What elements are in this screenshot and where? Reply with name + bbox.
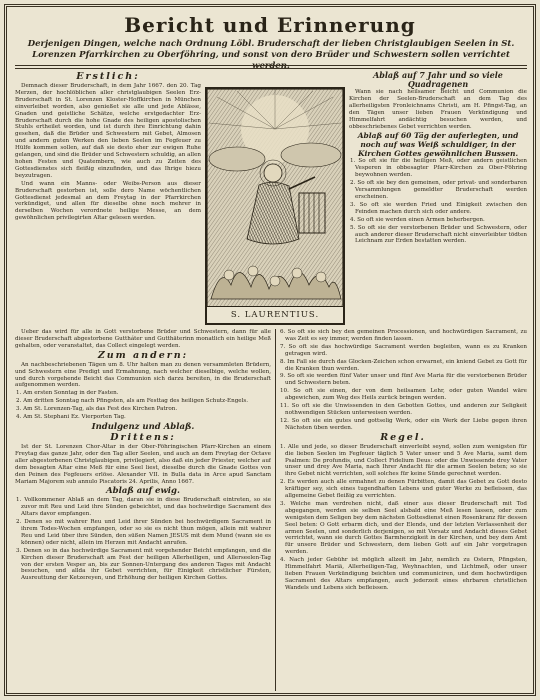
- erstlich-paragraph-2: Und wann ein Manns- oder Weibs-Person aus dieser Bruderschaft gestorben ist, solle dero Name wöchentlichen Gottesdienst jedesmal an dem Freytag in der Pfarrkirchen verkündiget, und allen für dieselbe ohne noch mehrer in derselben Wochen verordnete heilige Messe, an dem gewöhnlichen privilegirten Altar gelesen werden.: [15, 180, 201, 222]
- sixty-days-list: [349, 158, 527, 245]
- erstlich-paragraph: Demnach dieser Bruderschaft, in dem Jahr 1667. den 20. Tag Merzen, der hochlöblichen aller christglaubigen Seelen Erz-Bruderschaft in St. Lorenzen Kloster-Hoffkirchen in München einverleibet worden, also genießet sie alle und jede Ablässe, Gnaden und geistliche Schätze, welche erstgedachter Erz-Bruderschaft durch die hohe Gnade des heiligen apostolischen Stuhls ertheilet worden, und ist durch ihre Einrichtung dahin gesehen, daß die Brüder und Schwestern mit Gebet, Almosen und andern guten Werken den lieben Seelen im Fegfeuer zu Hülfe kommen sollen, auf daß sie desto eher zur ewigen Ruhe gelangen, und sind die Brüder und Schwestern schuldig, an allen hohen Festen und Quatembern, wie auch zu Zeiten des Gottesdienstes sich fleißig einzufinden, und das Ihrige hiezu beyzutragen.: [15, 83, 201, 179]
- section-heading-drittens: Drittens:: [110, 431, 176, 443]
- broadsheet-page: [4, 4, 536, 696]
- engraving-illustration: [207, 89, 343, 307]
- left-column-upper: [15, 71, 201, 327]
- saint-laurentius-engraving: [205, 87, 345, 325]
- section-heading-regel: Regel.: [380, 431, 426, 443]
- list-item: 1. Alle und jede, so dieser Bruderschaft einverleibt seynd, sollen zum wenigsten für die lieben Seelen im Fegfeuer täglich 5 Vater unser und 5 Ave Maria, samt dem Psalmen: De profundis, und Collect Fidelium Deus: oder die Unwissende drey Vater unser und drey Ave Maria, nach Ihrer Andacht für die armen Seelen beten; so sie ihre Gebet nicht verrichten, soll solches für keine Sünde gerechnet werden.: [280, 443, 527, 478]
- list-item: 6. So oft sie sich bey den gemeinen Processionen, und hochwürdigen Sacrament, zu was Zeit es sey immer, werden finden lassen.: [280, 329, 527, 342]
- section-heading-erstlich: Erstlich:: [76, 71, 140, 82]
- list-item: 4. Nach jeder Gebühr ist möglich allzeit im Jahr, nemlich zu Ostern, Pfingsten, Himmelfahrt Mariä, Allerheiligen-Tag, Weyhnachten, und Lichtmeß, oder unser lieben Frauen Verkündigung beichten und communiciren, und dem hochwürdigen Sacrament des Altars empfangen, auch jederzeit eines ehrbaren christlichen Wandels und Lebens sich befleissen.: [280, 557, 527, 591]
- list-item: 2. So oft sie bey den gemeinen, oder privat- und sonderbaren Versammlungen gemeldter Bruderschaft werden erscheinen.: [350, 180, 527, 200]
- page-subtitle: Derjenigen Dingen, welche nach Ordnung Löbl. Bruderschaft der lieben Christglaubigen Seelen in St. Lorenzen Pfarrkirchen zu Oberföhring, und sonst von dero Brüder und Schwestern sollen verrichtet werden.: [27, 39, 515, 71]
- list-item: 3. Welche man verdrehen nicht, daß einer aus dieser Bruderschaft mit Tod abgegangen, werden sie selben Seel alsbald eine Meß lesen lassen, oder zum wenigsten dem Seligen bey dem nächsten Gottesdienst einen Rosenkranz für dessen Seel beten: O Gott erbarm dich, und der Elends, und der letzten Verlassenheit der armen Seelen, und sonderlich derjenigen, so mit Vorsatz und Andacht dieses Gebet verrichtet, wann sie durch Gottes Barmherzigkeit in der Kirchen, und bey dem Amt für unsere Brüder und Schwestern, dem lieben Gott auf ein Jahr vorgetragen werden.: [280, 500, 527, 556]
- list-item: 3. So oft sie werden Fried und Einigkeit zwischen den Feinden machen durch sich oder andere.: [350, 201, 527, 215]
- seven-years-paragraph: Wann sie nach heilsamer Beicht und Communion die Kirchen der Seelen-Bruderschaft an dem Tag des allerheiligsten Fronleichnams Christi, am H. Pfingst-Tag, an den Tägen unser lieben Frauen Verkündigung und Himmelfahrt andächtig besuchen werden, und obbeschriebenes Gebet verrichten werden.: [349, 89, 527, 130]
- list-item: 2. Am dritten Sonntag nach Pfingsten, als am Festtag des heiligen Schutz-Engels.: [16, 398, 249, 405]
- page-title: Bericht und Erinnerung: [124, 13, 416, 37]
- drittens-paragraph: Ist der St. Lorenzen Chor-Altar in der Ober-Föhringischen Pfarr-Kirchen an einem Freytag das ganze Jahr, oder den Tag aller Seelen, und auch an dem Freytag der Octave aller abgestorbenen Christglaubigen, privilegiert, also daß ein jeder Priester, welcher auf dem besagten Altar eine Meß für eine Seel liest, dieselbe durch die Gnade Gottes von den Peinen des Fegfeuers erlöse. Alexander VII. in Bulla data in Arce apud Sanctam Mariam Majorem sub annulo Piscatoris 24. Aprilis, Anno 1667.: [15, 443, 271, 485]
- list-item: 2. Denen so mit wahrer Reu und Leid ihrer Sünden bei hochwürdigem Sacrament in ihrem Todes-Wochen empfangen, oder so sie es nicht thun mögen, allein mit wahrer Reu und Leid über ihre Sünden, den süßen Namen JESUS mit dem Mund (wann sie es können) oder nicht, allein im Herzen mit Andacht anrufen.: [16, 519, 271, 546]
- right-column-lower: [279, 329, 527, 691]
- list-item: 1. So oft sie für die heiligen Meß, oder andern geistlichen Vesperen in obbesagter Pfarr-Kirchen zu Ober-Föhring beywohnen werden.: [350, 158, 527, 179]
- section-heading-seven-years: Ablaß auf 7 Jahr und so viele Quadragenen: [373, 71, 503, 89]
- list-item: 8. Im Fall sie durch das Glocken-Zeichen schon erwarnet, ein kniend Gebet zu Gott für die Kranken thun werden.: [280, 358, 527, 372]
- section-heading-indulgenz: Indulgenz und Ablaß.: [91, 421, 195, 432]
- list-item: 4. So oft sie werden einen Armen beherbergen.: [350, 216, 485, 223]
- title-rule: [15, 65, 527, 66]
- list-item: 12. So oft sie ein gutes und gottselig Werk, oder ein Werk der Liebe gegen ihren Nächsten üben werden.: [280, 417, 527, 431]
- section-heading-zum-andern: Zum andern:: [97, 349, 189, 361]
- zum-andern-paragraph: An nachbeschriebenen Tägen um 8. Uhr halten man zu denen versammleten Brüdern, und Schwestern eine Predigt und Ermahnung, nach welcher dieselbige, welche wollen, und durch vorgehende Beicht das Communion sich darzu bereiten, in die Bruderschaft aufgenommen werden.: [15, 361, 271, 389]
- list-item: 1. Am ersten Sonntag in der Fasten.: [16, 390, 119, 397]
- section-heading-ablass-ewig: Ablaß auf ewig.: [106, 486, 180, 497]
- section-heading-sixty-days: Ablaß auf 60 Täg der auferlegten, und noch auf was Weiß schuldiger, in der Kirchen Gottes gewöhnlichen Bussen.: [357, 131, 519, 159]
- list-item: 5. So oft sie der verstorbenen Brüder und Schwestern, oder auch anderer dieser Bruderschaft nicht einverleibter tödten Leichnam zur Erden bestatten werden.: [350, 224, 527, 245]
- list-item: 7. So oft sie das hochwürdige Sacrament werden begleiten, wann es zu Kranken getragen wird.: [280, 343, 527, 357]
- list-item: 11. So oft sie die Unwissenden in den Gebotten Gottes, und anderen zur Seligkeit nothwendigen Stücken unterweisen werden.: [280, 403, 527, 416]
- left-column-lower: [15, 329, 271, 691]
- engraving-caption: S. LAURENTIUS.: [207, 306, 343, 323]
- erstlich-paragraph-3: Ueber das wird für alle in Gott verstorbene Brüder und Schwestern, dann für alle dieser Bruderschaft abgestorbene Guttháter und Gutthäterinn monatlich ein heilige Meß gehalten, oder veranstaltet, das Collect eingelegt werden.: [15, 329, 271, 349]
- list-item: 10. So oft sie einen, der von dem heilsamen Lehr, oder guten Wandel wäre abgewichen, zum Weg des Heils zurück bringen werden.: [280, 388, 527, 402]
- list-item: 1. Vollkommener Ablaß an dem Tag, daran sie in diese Bruderschaft eintreten, so sie zuvor mit Reu und Leid ihre Sünden gebeichtet, und das hochwürdige Sacrament des Altars davor empfangen.: [16, 497, 271, 518]
- right-column-upper: [349, 71, 527, 329]
- list-item: 2. Es werden auch alle ermahnet zu denen Fürbitten, damit das Gebet zu Gott desto kräftiger sey, sich eines tugendhaften Lebens und guter Werke zu befleissen, das allgemeine Gebet fleißig zu verrichten.: [280, 479, 527, 500]
- lower-column-divider: [275, 365, 276, 691]
- column-divider: [275, 329, 276, 365]
- list-item: 4. Am St. Stephani Ez. Vierporten Tag.: [16, 414, 126, 421]
- list-item: 9. So oft sie werden fünf Vater unser und fünf Ave Maria für die verstorbenen Brüder und Schwestern beten.: [280, 373, 527, 387]
- title-rule-2: [15, 68, 527, 69]
- list-item: 3. Am St. Lorenzen-Tag, als das Fest des Kirchen Patron.: [16, 406, 178, 413]
- list-item: 3. Denen so in das hochwürdige Sacrament mit vorgehender Beicht empfangen, und die Kirchen dieser Bruderschaft am Fest der heiligen Allerheiligen, und Allerseelen-Tag von der ersten Vesper an, bis zur Sonnen-Untergang des anderen Tages mit Andacht besuchen, und allda ihr Gebet verrichten, für Einigkeit christlicher Fürsten, Ausreuttung der Ketzereyen, und Erhöhung der heiligen Kirchen Gottes.: [16, 547, 271, 582]
